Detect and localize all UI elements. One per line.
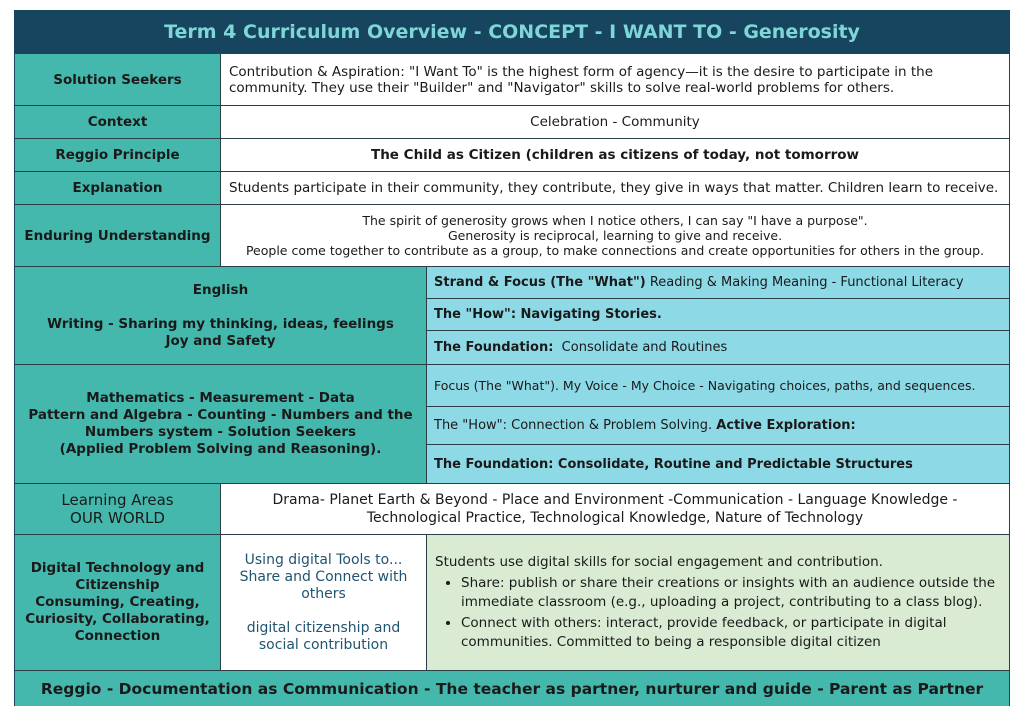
english-foundation-bold: The Foundation: — [434, 340, 554, 355]
maths-how — [427, 407, 1009, 445]
english-strand-bold: Strand & Focus (The "What") — [434, 275, 646, 290]
row-solution-seekers — [15, 54, 1009, 106]
enduring-line-2: Generosity is reciprocal, learning to give and receive. — [447, 228, 783, 243]
english-line-2: Joy and Safety — [165, 332, 276, 349]
enduring-line-1: The spirit of generosity grows when I notice others, I can say "I have a purpose". — [362, 213, 868, 228]
solution-seekers-text: Contribution & Aspiration: "I Want To" is the highest form of agency—it is the desire to participate in the community. They use their "Builder" and "Navigator" skills to solve real-world problems for others. — [221, 54, 1009, 105]
digital-details — [427, 535, 1009, 670]
row-learning-areas — [15, 484, 1009, 535]
row-reggio-principle — [15, 139, 1009, 172]
maths-details — [427, 365, 1009, 483]
digital-intro: Students use digital skills for social engagement and contribution. — [435, 554, 883, 570]
row-english — [15, 267, 1009, 365]
english-foundation-rest: Consolidate and Routines — [553, 340, 728, 355]
digital-label — [15, 535, 221, 670]
maths-line-2: Pattern and Algebra - Counting - Numbers and the — [28, 407, 413, 423]
learning-areas-label-1: Learning Areas — [61, 491, 174, 509]
english-how: The "How": Navigating Stories. — [427, 299, 1009, 331]
digital-label-4: Curiosity, Collaborating, — [25, 611, 210, 627]
maths-line-1: Mathematics - Measurement - Data — [86, 390, 355, 406]
learning-areas-line-1: Drama- Planet Earth & Beyond - Place and Environment -Communication - Language Knowledge - — [272, 492, 958, 508]
learning-areas-label — [15, 484, 221, 534]
maths-line-3: Numbers system - Solution Seekers — [84, 424, 357, 440]
digital-bullet-share: • Share: publish or share their creations or insights with an audience outside the immediate classroom (e.g., uploading a project, contributing to a class blog). — [461, 574, 1001, 612]
row-enduring-understanding — [15, 205, 1009, 267]
english-strand — [427, 267, 1009, 299]
learning-areas-line-2: Technological Practice, Technological Knowledge, Nature of Technology — [366, 510, 864, 526]
row-mathematics — [15, 365, 1009, 484]
enduring-line-3: People come together to contribute as a group, to make connections and create opportunities for others in the group. — [245, 243, 985, 258]
english-strand-rest: Reading & Making Meaning - Functional Literacy — [645, 275, 964, 290]
enduring-text — [221, 205, 1009, 266]
digital-mid-4: digital citizenship and — [246, 619, 401, 636]
digital-middle — [221, 535, 427, 670]
digital-label-2: Citizenship — [75, 577, 160, 593]
learning-areas-label-2: OUR WORLD — [70, 509, 165, 527]
maths-line-4: (Applied Problem Solving and Reasoning). — [59, 441, 382, 457]
row-explanation — [15, 172, 1009, 205]
english-foundation — [427, 331, 1009, 364]
context-text: Celebration - Community — [221, 106, 1009, 138]
solution-seekers-label: Solution Seekers — [15, 54, 221, 105]
digital-mid-5: social contribution — [258, 636, 389, 653]
curriculum-table — [14, 10, 1010, 706]
digital-label-5: Connection — [74, 628, 161, 644]
english-title: English — [192, 281, 249, 298]
explanation-text: Students participate in their community, they contribute, they give in ways that matter. Children learn to receive. — [221, 172, 1009, 204]
context-label: Context — [15, 106, 221, 138]
page-title: Term 4 Curriculum Overview - CONCEPT - I WANT TO - Generosity — [15, 11, 1009, 54]
reggio-principle-text: The Child as Citizen (children as citizens of today, not tomorrow — [221, 139, 1009, 171]
footer-banner: Reggio - Documentation as Communication - The teacher as partner, nurturer and guide - Parent as Partner — [15, 671, 1009, 706]
maths-focus: Focus (The "What"). My Voice - My Choice - Navigating choices, paths, and sequences. — [427, 365, 1009, 407]
maths-foundation: The Foundation: Consolidate, Routine and Predictable Structures — [434, 456, 913, 472]
digital-label-1: Digital Technology and — [30, 560, 205, 576]
maths-label — [15, 365, 427, 483]
digital-mid-3: others — [301, 585, 346, 602]
row-context — [15, 106, 1009, 139]
maths-how-bold: Active Exploration: — [716, 418, 856, 433]
digital-bullet-list — [461, 572, 1001, 652]
digital-mid-2: Share and Connect with — [239, 568, 408, 585]
english-line-1: Writing - Sharing my thinking, ideas, feelings — [47, 315, 394, 332]
english-details — [427, 267, 1009, 364]
enduring-label: Enduring Understanding — [15, 205, 221, 266]
maths-how-rest: The "How": Connection & Problem Solving. — [434, 418, 717, 433]
explanation-label: Explanation — [15, 172, 221, 204]
digital-bullet-connect: • Connect with others: interact, provide feedback, or participate in digital communities. Committed to being a responsible digital citizen — [461, 614, 1001, 652]
row-digital-technology — [15, 535, 1009, 671]
digital-mid-1: Using digital Tools to... — [244, 551, 403, 568]
english-label — [15, 267, 427, 364]
digital-label-3: Consuming, Creating, — [35, 594, 200, 610]
learning-areas-text — [221, 484, 1009, 534]
reggio-principle-label: Reggio Principle — [15, 139, 221, 171]
